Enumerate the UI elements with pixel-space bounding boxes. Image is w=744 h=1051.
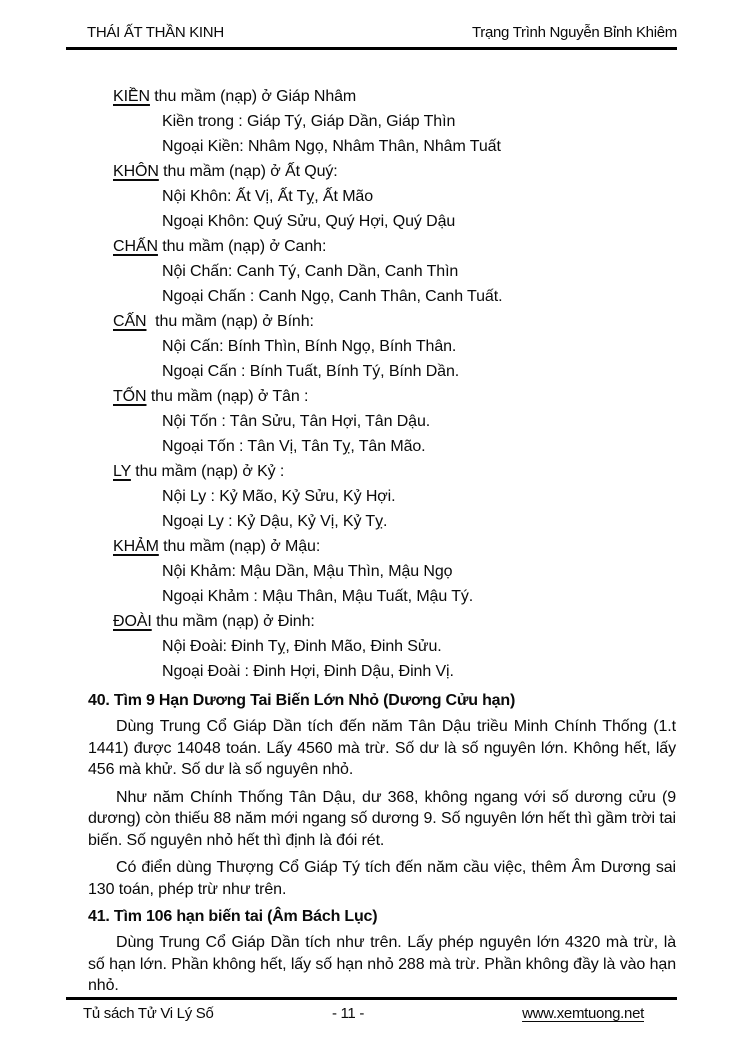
trigram-subline: Ngoại Đoài : Đinh Hợi, Đinh Dậu, Đinh Vị. xyxy=(162,663,454,680)
section-paragraph: Dùng Trung Cổ Giáp Dần tích đến năm Tân Dậu triều Minh Chính Thống (1.t 1441) được 14048 toán. Lấy 4560 mà trừ. Số dư là số nguyên lớn. Không hết, lấy 456 mà khử. Số dư là số nguyên nhỏ. xyxy=(88,718,676,778)
trigram-entry xyxy=(88,384,676,459)
section xyxy=(88,907,676,997)
trigram-heading-line xyxy=(113,309,676,334)
trigram-heading-rest: thu mầm (nạp) ở Mậu: xyxy=(158,538,321,555)
trigram-heading-line xyxy=(113,459,676,484)
trigram-subline: Nội Khảm: Mậu Dần, Mậu Thìn, Mậu Ngọ xyxy=(162,563,453,580)
footer-library-name: Tủ sách Tử Vi Lý Số xyxy=(83,1005,214,1022)
trigram-entry xyxy=(88,459,676,534)
trigram-heading-line xyxy=(113,159,676,184)
page-footer xyxy=(66,997,677,1026)
trigram-heading-rest: thu mầm (nạp) ở Bính: xyxy=(146,313,314,330)
trigram-name: LY xyxy=(113,463,131,480)
nap-am-list xyxy=(88,84,676,684)
section-heading: 41. Tìm 106 hạn biến tai (Âm Bách Lục) xyxy=(88,908,378,925)
trigram-name: CẤN xyxy=(113,313,147,330)
section-paragraph: Dùng Trung Cổ Giáp Dần tích như trên. Lấy phép nguyên lớn 4320 mà trừ, là số hạn lớn. Phần không hết, lấy số hạn nhỏ 288 mà trừ. Phần không đầy là vào hạn nhỏ. xyxy=(88,934,676,994)
trigram-subline: Nội Ly : Kỷ Mão, Kỷ Sửu, Kỷ Hợi. xyxy=(162,488,396,505)
trigram-heading-rest: thu mầm (nạp) ở Canh: xyxy=(157,238,327,255)
trigram-entry xyxy=(88,234,676,309)
trigram-heading-rest: thu mầm (nạp) ở Giáp Nhâm xyxy=(149,88,357,105)
trigram-subline: Ngoại Kiền: Nhâm Ngọ, Nhâm Thân, Nhâm Tuất xyxy=(162,138,501,155)
trigram-subline: Nội Cấn: Bính Thìn, Bính Ngọ, Bính Thân. xyxy=(162,338,457,355)
header-book-title: THÁI ẤT THẦN KINH xyxy=(87,24,224,41)
section xyxy=(88,691,676,900)
trigram-heading-line xyxy=(113,84,676,109)
trigram-subline: Ngoại Khảm : Mậu Thân, Mậu Tuất, Mậu Tý. xyxy=(162,588,474,605)
trigram-name: CHẤN xyxy=(113,238,158,255)
page-content xyxy=(88,84,676,1003)
trigram-subline: Ngoại Tốn : Tân Vị, Tân Tỵ, Tân Mão. xyxy=(162,438,426,455)
trigram-heading-line xyxy=(113,609,676,634)
trigram-entry xyxy=(88,534,676,609)
footer-page-number: - 11 - xyxy=(331,1005,365,1022)
footer-website-link[interactable]: www.xemtuong.net xyxy=(522,1005,644,1022)
trigram-heading-rest: thu mầm (nạp) ở Đinh: xyxy=(151,613,315,630)
trigram-subline: Ngoại Cấn : Bính Tuất, Bính Tý, Bính Dần. xyxy=(162,363,460,380)
trigram-entry xyxy=(88,84,676,159)
trigram-subline: Ngoại Ly : Kỷ Dậu, Kỷ Vị, Kỷ Tỵ. xyxy=(162,513,388,530)
trigram-name: KHÔN xyxy=(113,163,159,180)
trigram-name: KIỀN xyxy=(113,88,150,105)
trigram-subline: Ngoại Chấn : Canh Ngọ, Canh Thân, Canh Tuất. xyxy=(162,288,503,305)
section-paragraph: Có điển dùng Thượng Cổ Giáp Tý tích đến năm cầu việc, thêm Âm Dương sai 130 toán, phép trừ như trên. xyxy=(88,859,676,898)
trigram-name: ĐOÀI xyxy=(113,613,152,630)
section-list xyxy=(88,691,676,997)
trigram-entry xyxy=(88,159,676,234)
trigram-subline: Kiền trong : Giáp Tý, Giáp Dần, Giáp Thìn xyxy=(162,113,456,130)
trigram-subline: Ngoại Khôn: Quý Sửu, Quý Hợi, Quý Dậu xyxy=(162,213,456,230)
trigram-subline: Nội Tốn : Tân Sửu, Tân Hợi, Tân Dậu. xyxy=(162,413,431,430)
trigram-subline: Nội Khôn: Ất Vị, Ất Tỵ, Ất Mão xyxy=(162,188,374,205)
page-header xyxy=(66,24,677,50)
trigram-heading-line xyxy=(113,234,676,259)
trigram-heading-rest: thu mầm (nạp) ở Tân : xyxy=(146,388,309,405)
trigram-heading-rest: thu mầm (nạp) ở Ất Quý: xyxy=(158,163,338,180)
trigram-subline: Nội Chấn: Canh Tý, Canh Dần, Canh Thìn xyxy=(162,263,459,280)
section-paragraph: Như năm Chính Thống Tân Dậu, dư 368, không ngang với số dương cửu (9 dương) còn thiếu 88 năm mới ngang số dương 9. Số nguyên lớn hết thì gầm trời tai biến. Số nguyên nhỏ hết thì định là đói rét. xyxy=(88,788,676,849)
section-heading: 40. Tìm 9 Hạn Dương Tai Biến Lớn Nhỏ (Dương Cửu hạn) xyxy=(88,692,516,709)
trigram-heading-line xyxy=(113,384,676,409)
trigram-name: KHẢM xyxy=(113,538,159,555)
trigram-subline: Nội Đoài: Đinh Tỵ, Đinh Mão, Đinh Sửu. xyxy=(162,638,442,655)
header-author: Trạng Trình Nguyễn Bỉnh Khiêm xyxy=(471,24,677,41)
trigram-name: TỐN xyxy=(113,388,147,405)
trigram-heading-line xyxy=(113,534,676,559)
trigram-entry xyxy=(88,609,676,684)
trigram-heading-rest: thu mầm (nạp) ở Kỷ : xyxy=(130,463,285,480)
trigram-entry xyxy=(88,309,676,384)
